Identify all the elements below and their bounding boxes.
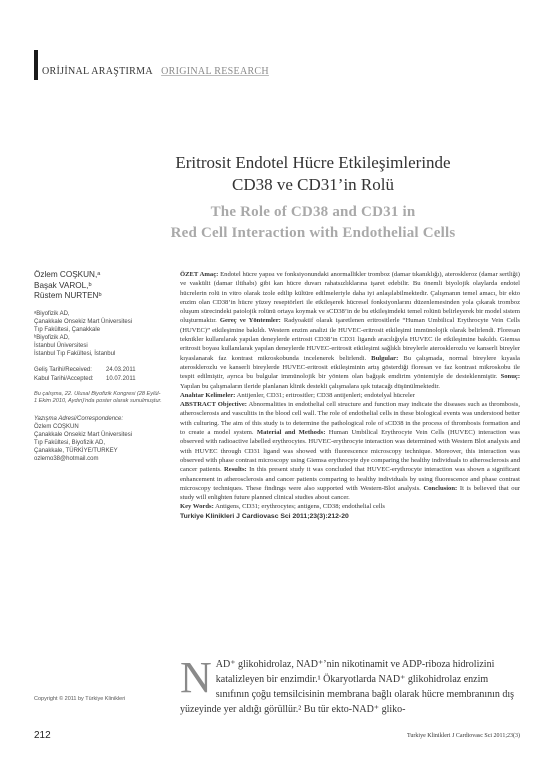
- abstract-turkish: [180, 270, 520, 391]
- keywords-tr-label: Anahtar Kelimeler:: [180, 391, 236, 399]
- received-date: 24.03.2011: [106, 366, 136, 373]
- correspondence-line: Çanakkale, TÜRKİYE/TURKEY: [34, 447, 118, 454]
- abstract-tr-results: Bu çalışmada, normal bireylere kıyasla aterosklerozlu ve kanserli bireylerde HUVEC-eritrosit etkileşiminin artış gösterdiği floresan ve faz kontrast mikroskobu ile tespit edilmiştir, ayrıca bu bulgular immünolojik bir yöntem olan bağışık emdirim yöntemiyle de desteklenmiştir.: [180, 354, 520, 381]
- keywords-en: Antigens, CD31; erythrocytes; antigens, CD38; endothelial cells: [215, 503, 386, 511]
- accepted-label: Kabul Tarihi/Accepted:: [34, 375, 94, 382]
- author-name: Rüstem NURTENᵇ: [34, 291, 102, 300]
- received-date-row: [34, 366, 162, 375]
- abstract-tr-method-label: Gereç ve Yöntemler:: [219, 317, 281, 325]
- header-label-tr: ORİJİNAL ARAŞTIRMA: [42, 66, 153, 77]
- presentation-note: Bu çalışma, 22. Ulusal Biyofizik Kongresi (28 Eylül-1 Ekim 2010, Aydın)'nda poster olarak sunulmuştur.: [34, 390, 162, 404]
- article-dates: [34, 366, 162, 384]
- title-en-line1: The Role of CD38 and CD31 in: [210, 204, 416, 220]
- abstract-en-method-label: Material and Methods:: [256, 429, 326, 437]
- abstract-en-conclusion-label: Conclusion:: [423, 484, 458, 492]
- affiliation-line: ᵇBiyofizik AD,: [34, 334, 70, 341]
- correspondence: [34, 415, 162, 463]
- abstract-en-method: Human Umbilical Erythrocyte Vein Cells (HUVEC) interaction was observed with radioactive labelled erythrocytes. HUVEC-erythrocyte interaction was determined with Western Blot analysis and with HUVEC through CD31 ligand was showed with fluorescence microscopy technique. Moreover, this interaction was observed with phase contrast microscopy using Giemsa erythrocyte dye comparing the healthy individuals to atherosclerosis and cancer patients.: [180, 429, 520, 474]
- keywords-en-label: Key Words:: [180, 503, 214, 511]
- header-label-en: ORIGINAL RESEARCH: [161, 66, 269, 77]
- title-english: [120, 202, 506, 244]
- copyright: Copyright © 2011 by Türkiye Klinikleri: [34, 696, 126, 702]
- abstract-column: [180, 270, 520, 521]
- correspondence-line: Özlem COŞKUN: [34, 423, 79, 430]
- affiliation-line: İstanbul Tıp Fakültesi, İstanbul: [34, 350, 116, 357]
- body-paragraph: AD⁺ glikohidrolaz, NAD⁺’nin nikotinamit ve ADP-riboza hidrolizini katalizleyen bir enzimdir.¹ Ökaryotlarda NAD⁺ glikohidrolaz enzim sınıfının çoğu temsilcisinin membrana bağlı olarak hücre membranının dış yüzeyinde yer aldığı görüllür.² Bu tür ekto-NAD⁺ gliko-: [180, 659, 515, 715]
- received-label: Geliş Tarihi/Received:: [34, 366, 92, 373]
- body-intro: [180, 653, 520, 717]
- abstract-tr-method: Radyoaktif olarak işaretlenen eritrositlerle “Human Umbilical Erythrocyte Vein Cells (HUVEC)” etkileşimine bakıldı. Western enzim analizi ile HUVEC-eritrosit etkileşimi immünolojik olarak belirlendi. Floresan teknikler kullanılarak yapılan deneylerde eritrosit CD38’in CD31 ligandı aracılığıyla HUVEC ile etkileşimine bakıldı. Giemsa eritrosit boyası kullanılarak yapılan deneylerde HUVEC-eritrosit etkileşimi sağlıklı bireylerle aterosklerozlu ve kanserli bireyler kıyaslanarak faz kontrast mikroskobunda incelenerek belirlendi.: [180, 317, 520, 362]
- abstract-tr-label: ÖZET Amaç:: [180, 271, 219, 278]
- keywords-turkish: [180, 391, 520, 400]
- abstract-english: [180, 400, 520, 502]
- correspondence-line: Çanakkale Onsekiz Mart Üniversitesi: [34, 431, 133, 438]
- abstract-en-text: Abnormalities in endothelial cell structure and function may indicate the diseases such as thrombosis, atherosclerosis and vasculitis in the blood cell wall. The role of endothelial cells in these biological events was understood better with culturing. The aim of this study is to determine the pathological role of sCD38 in the process of thrombosis formation and to create a model system.: [180, 401, 520, 437]
- affiliations: [34, 310, 162, 358]
- abstract-tr-conclusion-label: Sonuç:: [500, 373, 521, 381]
- title-tr-line2: CD38 ve CD31’in Rolü: [232, 175, 394, 194]
- accepted-date-row: [34, 375, 162, 384]
- title-turkish: [120, 152, 506, 196]
- drop-cap: N: [180, 653, 212, 702]
- section-header: [42, 66, 269, 77]
- keywords-tr: Antijenler, CD31; eritrositler; CD38 antijenleri; endotelyal hücreler: [236, 391, 415, 399]
- abstract-en-results: In this present study it was concluded that HUVEC-erythrocyte interaction was shown a significant enhancement in atherosclerosis and cancer patients comparing to healthy individuals by using fluorescence and phase contrast microscopy techniques. These findings were also supported with Western-Blot analysis.: [180, 466, 520, 492]
- keywords-english: [180, 502, 520, 511]
- title-tr-line1: Eritrosit Endotel Hücre Etkileşimlerinde: [175, 153, 451, 172]
- affiliation-line: Çanakkale Onsekiz Mart Üniversitesi: [34, 318, 133, 325]
- journal-footer: Turkiye Klinikleri J Cardiovasc Sci 2011;23(3): [406, 733, 520, 739]
- abstract-en-label: ABSTRACT Objective:: [180, 401, 247, 409]
- correspondence-line: Tıp Fakültesi, Biyofizik AD,: [34, 439, 106, 446]
- journal-citation: Turkiye Klinikleri J Cardiovasc Sci 2011;23(3):212-20: [180, 512, 349, 520]
- title-en-line2: Red Cell Interaction with Endothelial Cells: [170, 225, 456, 241]
- author-name: Özlem COŞKUN,ᵃ: [34, 270, 101, 279]
- abstract-tr-conclusion: Yapılan bu çalışmaların ileride planlanan klinik destekli çalışmalara ışık tutacağı düşünülmektedir.: [180, 382, 440, 390]
- header-accent-bar: [34, 50, 38, 80]
- abstract-tr-text: Endotel hücre yapısı ve fonksiyonundaki anormallikler tromboz (damar tıkanıklığı), ateroskleroz (damar sertliği) ve vaskülit (damar iltihabı) gibi kan hücre duvarı rahatsızlıklarına işaret edebilir. Bu önemli biyolojik olaylarda endotel hücrelerin rolü in vitro olarak izole edilip kültüre edilmeleriyle daha iyi anlaşılabilmektedir. Çalışmanın temel amacı, bir ekto enzim olan CD38’in hücre yüzey reseptörleri ile etkileşerek hücresel fonksiyonlarını düzenlemesinden yola çıkarak tromboz oluşum sürecindeki patolojik rolünü ortaya koymak ve sCD38’in de bu etkileşimdeki temel rolünü belirleyerek bir model sistem oluşturmaktır.: [180, 271, 520, 325]
- author-list: [34, 270, 162, 302]
- affiliation-line: Tıp Fakültesi, Çanakkale: [34, 326, 101, 333]
- correspondence-title: Yazışma Adresi/Correspondence:: [34, 415, 124, 422]
- author-sidebar: [34, 270, 162, 463]
- author-name: Başak VAROL,ᵇ: [34, 280, 92, 290]
- affiliation-line: ᵃBiyofizik AD,: [34, 310, 70, 317]
- abstract-tr-results-label: Bulgular:: [371, 354, 399, 362]
- page-number: 212: [34, 730, 51, 741]
- affiliation-line: İstanbul Üniversitesi: [34, 342, 88, 349]
- accepted-date: 10.07.2011: [106, 375, 136, 382]
- correspondence-email: ozlemo38@hotmail.com: [34, 455, 99, 462]
- abstract-en-conclusion: It is believed that our study will enlighten future planned clinical studies about cancer.: [180, 484, 520, 502]
- abstract-en-results-label: Results:: [224, 466, 247, 474]
